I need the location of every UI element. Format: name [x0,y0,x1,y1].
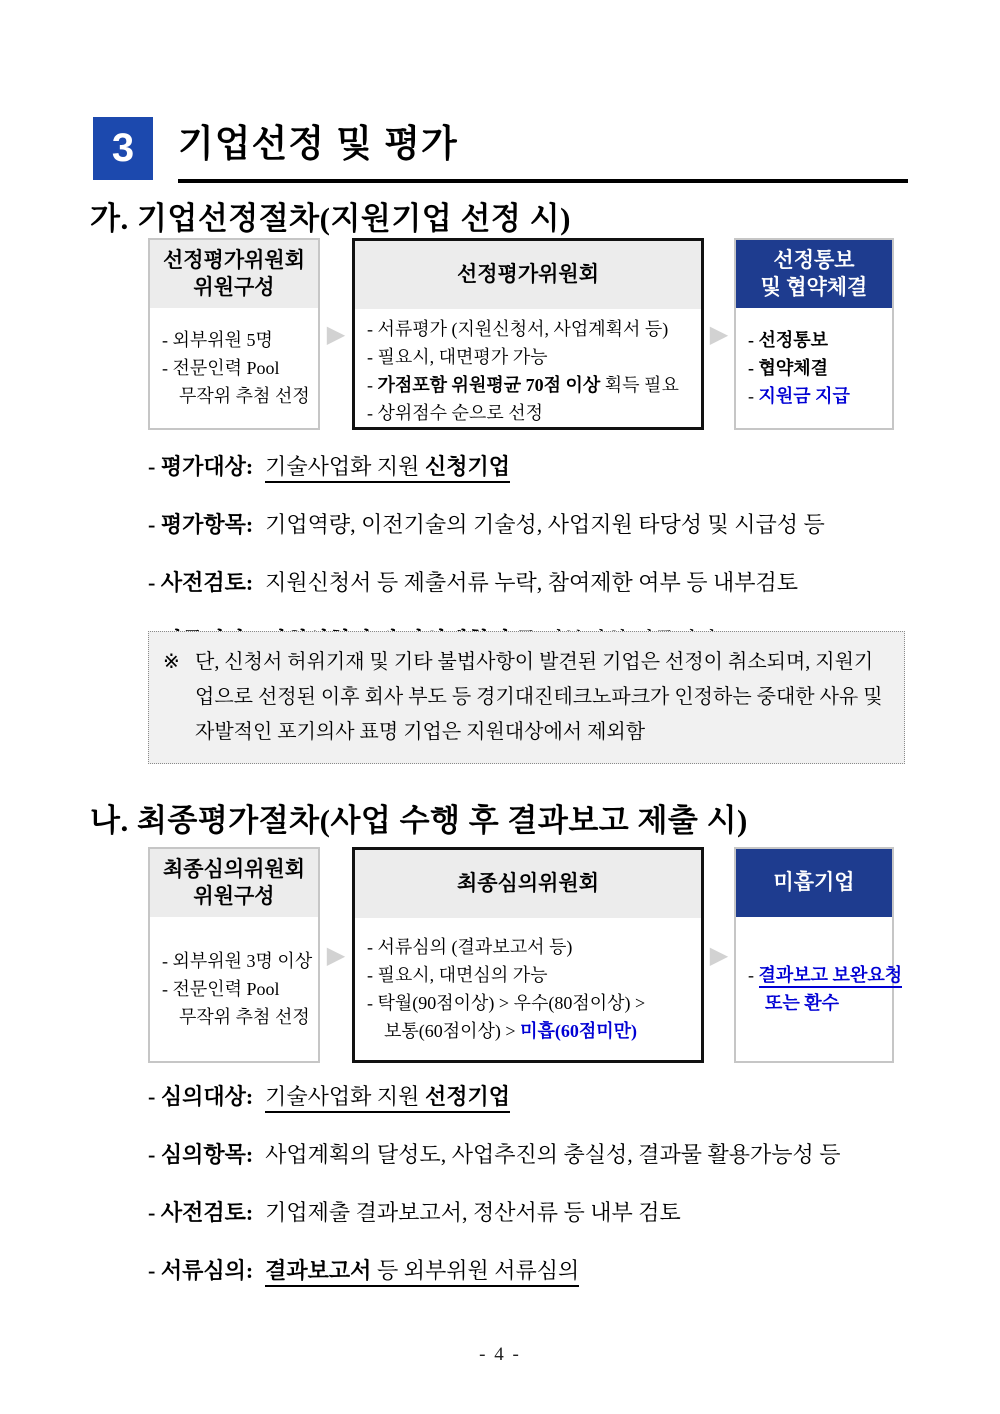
bullet-label: - 평가항목: [148,512,254,537]
arrow-right-icon: ▶ [709,320,729,348]
list-item: - 선정통보 [748,330,829,350]
bold-text: 신청기업 [424,454,510,479]
section-b-heading: 나. 최종평가절차(사업 수행 후 결과보고 제출 시) [90,803,748,838]
underlined-text [265,454,510,483]
arrow-right-icon: ▶ [709,941,729,969]
flow-box-insufficient-company [734,847,903,1063]
list-item [748,989,880,1017]
bullet-label: - 심의대상: [148,1084,254,1109]
flow-arrow [320,847,352,1063]
plain-text: 지원신청서 등 제출서류 누락, 참여제한 여부 등 내부검토 [265,570,798,595]
header-line: 선정평가위원회 [456,262,599,287]
bullet-evaluation-target [148,450,825,481]
flow-box-evaluation-committee [352,238,704,430]
header-line: 선정통보 [773,247,855,272]
flow-box-header [736,240,892,308]
flow-box-header [150,240,318,308]
bullet-label: - 사전검토: [148,1200,254,1225]
page-title-block [178,113,908,183]
dash: - [367,375,378,395]
highlight-text: 미흡(60점미만) [520,1021,638,1041]
flow-arrow [704,238,734,430]
bold-text: 가점포함 위원평균 70점 이상 [377,375,601,395]
highlight-text: 결과보고 보완요청 [759,965,903,988]
bullet-label: - 평가대상: [148,454,254,479]
bullet-label: - 사전검토: [148,570,254,595]
flow-box-final-committee [352,847,704,1063]
plain-text: 기술사업화 지원 [265,454,425,479]
flow-box-body [150,308,318,428]
header-line: 선정평가위원회 [162,247,305,272]
list-item [367,371,689,399]
list-item: - 외부위원 3명 이상 [162,951,313,971]
header-line: 위원구성 [193,275,275,299]
flow-box-notification-agreement [734,238,894,430]
list-item: - 탁월(90점이상) > 우수(80점이상) > [367,993,646,1013]
bullet-label: - 심의항목: [148,1142,254,1167]
bullet-review-target [148,1080,840,1111]
flow-box-body [736,308,892,428]
highlight-text: 지원금 지급 [758,386,850,406]
plain-text: 사업계획의 달성도, 사업추진의 충실성, 결과물 활용가능성 등 [265,1142,841,1167]
flow-box-body [355,918,701,1060]
section-a-heading: 가. 기업선정절차(지원기업 선정 시) [90,201,571,236]
list-item: - 서류심의 (결과보고서 등) [367,937,573,957]
reference-mark: ※ [163,651,180,673]
bullet-pre-review [148,1196,840,1227]
underlined-text [265,1084,510,1113]
flow-box-body [150,917,318,1061]
list-item: - 전문인력 Pool [162,979,280,999]
list-item: 무작위 추첨 선정 [179,1007,310,1027]
flow-box-body [355,309,701,433]
bullet-label: - 서류심의: [148,1258,254,1283]
list-item: - 필요시, 대면심의 가능 [367,965,548,985]
plain-text: 기업제출 결과보고서, 정산서류 등 내부 검토 [265,1200,681,1225]
section-b-bullets [148,1080,840,1312]
section-number-badge: 3 [93,117,153,180]
header-line: 최종심의위원회 [162,856,305,881]
header-line: 미흡기업 [773,870,855,895]
list-item [748,961,903,989]
plain-text: 등 외부위원 서류심의 [371,1258,580,1283]
header-line: 및 협약체결 [760,275,868,299]
list-item [367,1017,689,1045]
selection-flowchart [148,238,894,430]
bullet-document-review [148,1254,840,1285]
flow-box-header [736,849,892,917]
list-item: - 필요시, 대면평가 가능 [367,347,548,367]
bullet-evaluation-items [148,508,825,539]
bold-text: 선정기업 [424,1084,510,1109]
header-line: 최종심의위원회 [456,871,599,896]
flow-arrow [320,238,352,430]
flow-box-header [355,241,701,309]
flow-box-final-committee-composition [148,847,320,1063]
flow-box-body [736,917,903,1061]
plain-text: 보통(60점이상) > [384,1021,521,1041]
list-item: - 전문인력 Pool [162,358,280,378]
plain-text: 기업역량, 이전기술의 기술성, 사업지원 타당성 및 시급성 등 [265,512,825,537]
flow-arrow [704,847,734,1063]
list-item: - 협약체결 [748,358,829,378]
dash: - [748,965,759,985]
list-item: - 외부위원 5명 [162,330,273,350]
list-item [748,382,880,410]
underlined-text [265,1258,579,1287]
bold-text: 결과보고서 [265,1258,372,1283]
page-number: - 4 - [479,1344,521,1365]
flow-box-header [355,850,701,918]
flow-box-committee-composition [148,238,320,430]
final-evaluation-flowchart [148,847,903,1063]
notice-text: 단, 신청서 허위기재 및 기타 불법사항이 발견된 기업은 선정이 취소되며, 지원기업으로 선정된 이후 회사 부도 등 경기대진테크노파크가 인정하는 중대한 사유 및 자발적인 포기의사 표명 기업은 지원대상에서 제외함 [195,651,883,743]
dash: - [748,386,759,406]
page-title: 기업선정 및 평가 [178,123,458,164]
notice-box [148,631,905,764]
arrow-right-icon: ▶ [326,941,346,969]
header-line: 위원구성 [193,884,275,908]
bullet-pre-review [148,566,825,597]
plain-text: 기술사업화 지원 [265,1084,425,1109]
highlight-text: 또는 환수 [765,993,840,1013]
list-item: - 서류평가 (지원신청서, 사업계획서 등) [367,319,669,339]
bullet-review-items [148,1138,840,1169]
list-item: - 상위점수 순으로 선정 [367,403,543,423]
arrow-right-icon: ▶ [326,320,346,348]
list-item: 무작위 추첨 선정 [179,386,310,406]
flow-box-header [150,849,318,917]
plain-text: 획득 필요 [600,375,679,395]
